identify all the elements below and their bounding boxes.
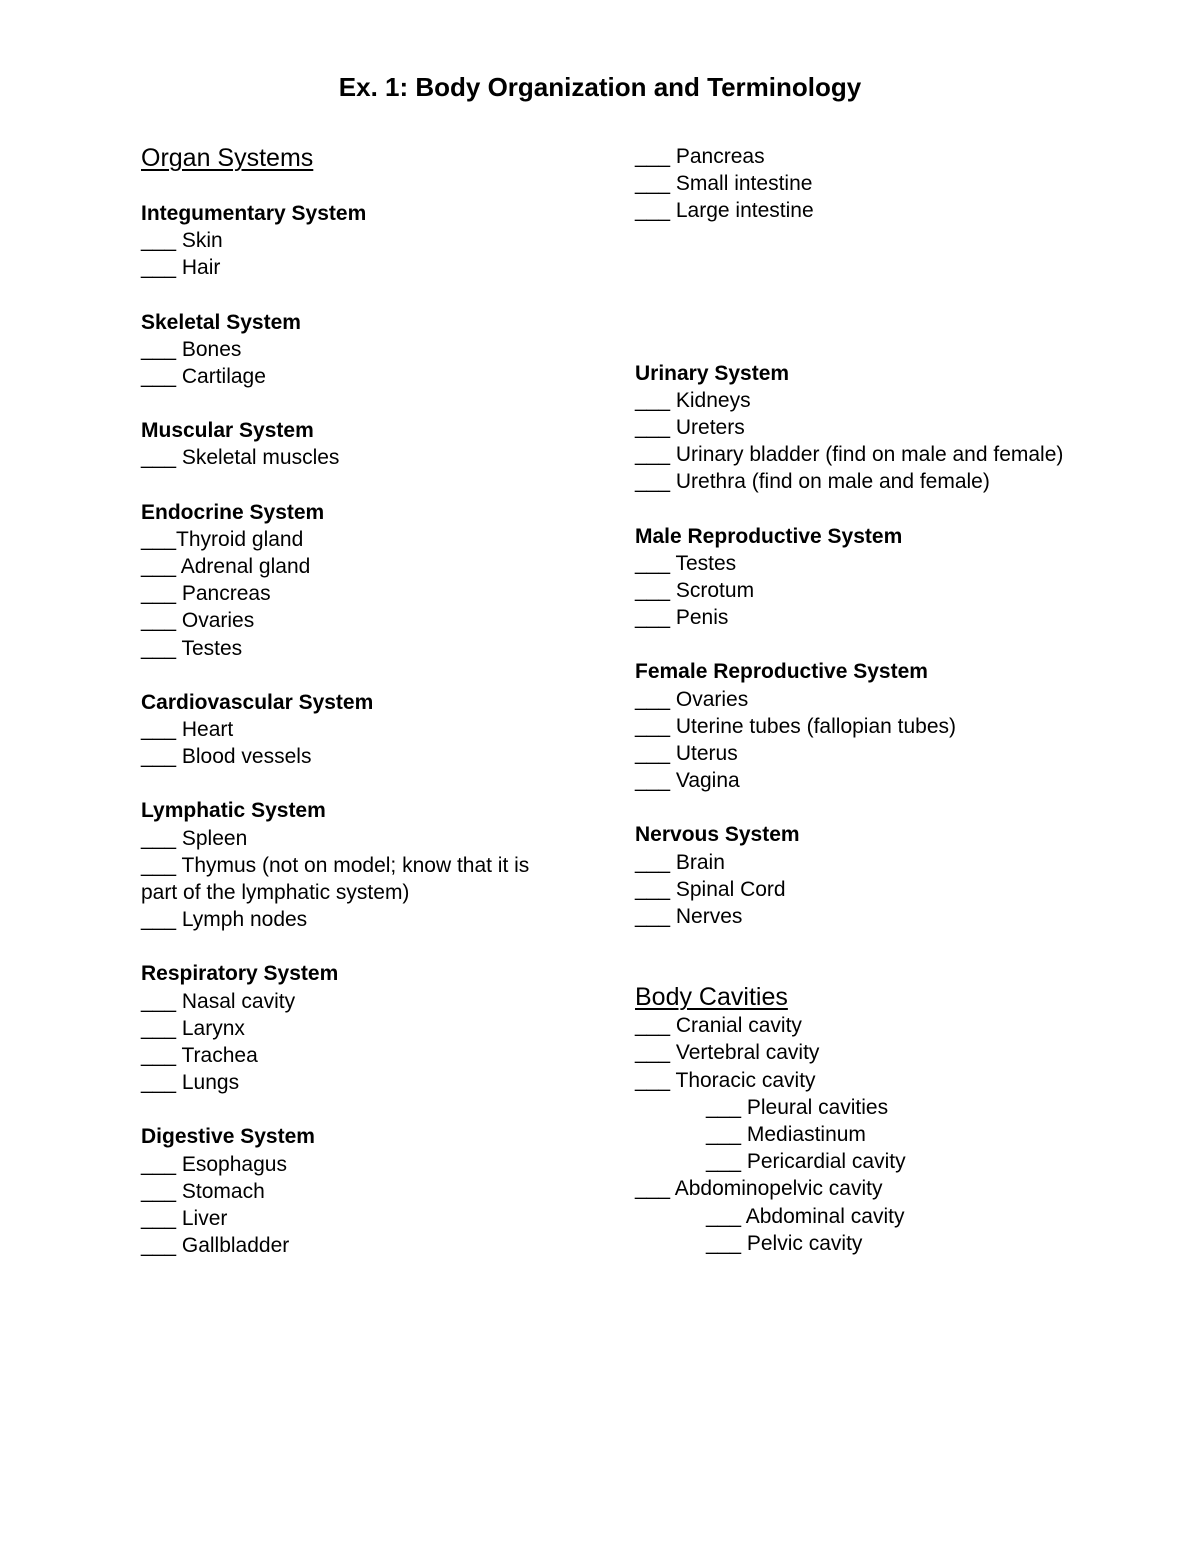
list-item: ___ Heart bbox=[141, 718, 234, 742]
list-item: ___Thyroid gland bbox=[141, 527, 304, 551]
list-item: ___ Adrenal gland bbox=[141, 555, 311, 579]
list-item: ___ Ovaries bbox=[141, 609, 255, 633]
list-item: ___ Lungs bbox=[141, 1071, 240, 1095]
section-title: Nervous System bbox=[635, 823, 800, 847]
section-title: Integumentary System bbox=[141, 202, 367, 225]
section-title: Endocrine System bbox=[141, 500, 325, 524]
list-item: ___ Nasal cavity bbox=[141, 989, 296, 1013]
list-item: ___ Vagina bbox=[635, 769, 740, 793]
section-endocrine bbox=[141, 499, 571, 662]
list-item: ___ Spleen bbox=[141, 826, 248, 850]
list-item: ___ Pelvic cavity bbox=[706, 1231, 863, 1255]
right-column bbox=[635, 143, 1155, 1257]
list-item: ___ Urinary bladder (find on male and female) bbox=[635, 443, 1064, 467]
section-cardiovascular bbox=[141, 689, 571, 771]
list-item: ___ Cartilage bbox=[141, 365, 266, 389]
section-digestive bbox=[141, 1123, 571, 1259]
list-item: ___ Vertebral cavity bbox=[635, 1041, 820, 1065]
section-title: Skeletal System bbox=[141, 310, 301, 334]
section-title: Lymphatic System bbox=[141, 799, 326, 823]
list-item: ___ Spinal Cord bbox=[635, 877, 786, 901]
list-item: ___ Thoracic cavity bbox=[635, 1068, 816, 1092]
list-item: ___ Blood vessels bbox=[141, 745, 312, 769]
list-item: ___ Thymus (not on model; know that it is part of the lymphatic system) bbox=[141, 853, 530, 905]
list-item: ___ Pericardial cavity bbox=[706, 1150, 906, 1174]
list-item: ___ Pancreas bbox=[141, 582, 271, 606]
section-title: Urinary System bbox=[635, 361, 790, 385]
list-item: ___ Larynx bbox=[141, 1016, 245, 1040]
list-item: ___ Urethra (find on male and female) bbox=[635, 470, 990, 494]
list-item: ___ Hair bbox=[141, 256, 221, 280]
list-item: ___ Skin bbox=[141, 229, 223, 253]
list-item: ___ Ureters bbox=[635, 416, 745, 440]
section-male-reproductive bbox=[635, 523, 1155, 632]
body-cavities-heading: Body Cavities bbox=[635, 983, 788, 1012]
left-column bbox=[141, 143, 571, 1260]
list-item: ___ Pancreas bbox=[635, 145, 765, 168]
section-body-cavities bbox=[635, 982, 1155, 1257]
list-item: ___ Testes bbox=[635, 551, 737, 575]
list-item: ___ Mediastinum bbox=[706, 1123, 866, 1147]
list-item: ___ Kidneys bbox=[635, 388, 751, 412]
list-item: ___ Scrotum bbox=[635, 579, 755, 603]
section-title: Respiratory System bbox=[141, 962, 339, 986]
section-nervous bbox=[635, 821, 1155, 930]
list-item: ___ Nerves bbox=[635, 905, 743, 929]
list-item: ___ Cranial cavity bbox=[635, 1014, 802, 1038]
list-item: ___ Liver bbox=[141, 1207, 228, 1231]
section-lymphatic bbox=[141, 797, 571, 933]
organ-systems-heading: Organ Systems bbox=[141, 144, 314, 172]
section-urinary bbox=[635, 360, 1155, 496]
section-respiratory bbox=[141, 960, 571, 1096]
section-integumentary bbox=[141, 200, 571, 282]
list-item: ___ Abdominopelvic cavity bbox=[635, 1177, 883, 1201]
section-title: Male Reproductive System bbox=[635, 524, 903, 548]
list-item: ___ Trachea bbox=[141, 1044, 258, 1068]
list-item: ___ Testes bbox=[141, 636, 243, 660]
list-item: ___ Uterine tubes (fallopian tubes) bbox=[635, 714, 957, 738]
list-item: ___ Ovaries bbox=[635, 687, 749, 711]
list-item: ___ Bones bbox=[141, 337, 242, 361]
list-item: ___ Abdominal cavity bbox=[706, 1204, 905, 1228]
section-title: Cardiovascular System bbox=[141, 690, 374, 714]
list-item: ___ Stomach bbox=[141, 1179, 265, 1203]
list-item: ___ Brain bbox=[635, 850, 725, 874]
digestive-continued bbox=[635, 143, 1155, 225]
list-item: ___ Large intestine bbox=[635, 199, 814, 223]
section-title: Digestive System bbox=[141, 1125, 315, 1149]
section-skeletal bbox=[141, 309, 571, 391]
list-item: ___ Uterus bbox=[635, 742, 738, 766]
list-item: ___ Lymph nodes bbox=[141, 908, 308, 932]
section-muscular bbox=[141, 417, 571, 471]
section-female-reproductive bbox=[635, 658, 1155, 794]
section-title: Muscular System bbox=[141, 419, 314, 443]
list-item: ___ Skeletal muscles bbox=[141, 446, 340, 470]
page-title: Ex. 1: Body Organization and Terminology bbox=[338, 72, 862, 102]
list-item: ___ Penis bbox=[635, 606, 729, 630]
list-item: ___ Gallbladder bbox=[141, 1234, 290, 1258]
list-item: ___ Esophagus bbox=[141, 1152, 287, 1176]
list-item: ___ Small intestine bbox=[635, 172, 813, 196]
section-title: Female Reproductive System bbox=[635, 660, 928, 684]
list-item: ___ Pleural cavities bbox=[706, 1095, 889, 1119]
